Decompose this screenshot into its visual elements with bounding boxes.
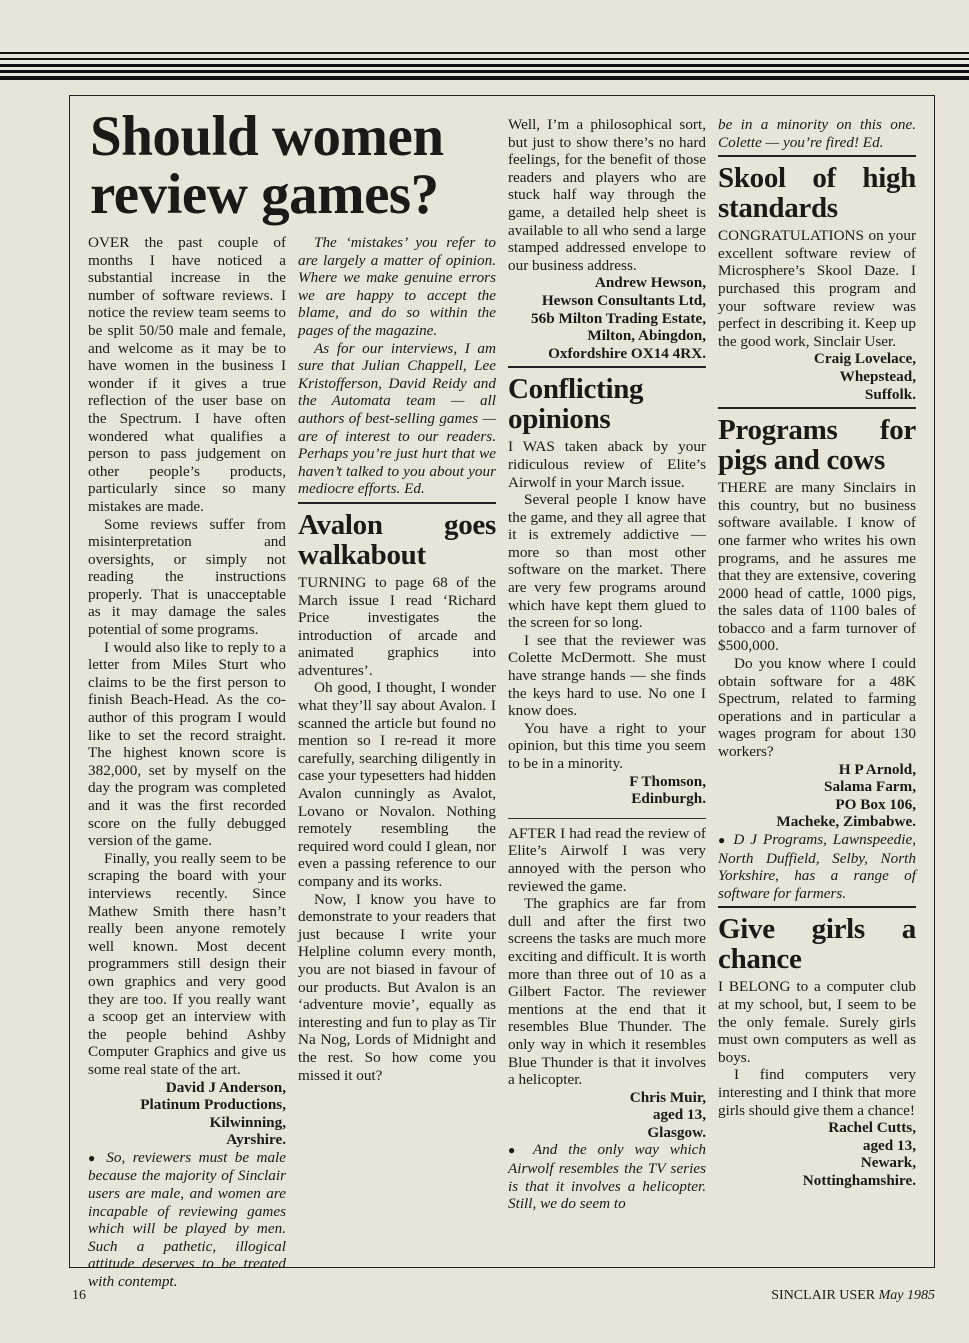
letter3-paragraph: Several people I know have the game, and they all agree that it is extremely addictive — more so than most other software on the market. There are very few programs around which have kept them glued to the screen for so long. xyxy=(508,491,706,632)
letter6-signature: Rachel Cutts, aged 13, Newark, Nottinghamshire. xyxy=(802,1119,916,1189)
magazine-name: SINCLAIR USER xyxy=(771,1288,876,1303)
letter6-paragraph: I find computers very interesting and I think that more girls should give them a chance! xyxy=(718,1066,916,1119)
letter2-title: Avalon goes walkabout xyxy=(298,508,496,571)
letter3b-signature: Chris Muir, aged 13, Glasgow. xyxy=(629,1088,706,1141)
column-3 xyxy=(508,116,706,1213)
letter3-paragraph: You have a right to your opinion, but this time you seem to be in a minority. xyxy=(508,719,706,772)
letter3b-paragraph: AFTER I had read the review of Elite’s Airwolf I was very annoyed with the person who reviewed the game. xyxy=(508,824,706,895)
letter1-paragraph: Some reviews suffer from misinterpretation and oversights, or simply not reading the instructions properly. That is unacceptable as it may damage the sales potential of some programs. xyxy=(88,515,286,639)
editor-reply: ● D J Programs, Lawnspeedie, North Duffield, Selby, North Yorkshire, has a range of software for farmers. xyxy=(718,831,917,902)
letter3-title: Conflicting opinions xyxy=(508,373,644,436)
editor-reply: ● So, reviewers must be male because the majority of Sinclair users are male, and women are incapable of reviewing games which will be played by men. Such a pathetic, illogical attitude deserves to be treated with contempt. xyxy=(88,1148,286,1291)
letter4-paragraph: CONGRATULATIONS on your excellent software review of Microsphere’s Skool Daze. I purchased this program and your software review was perfect in describing it. Keep up the good work, Sinclair User. xyxy=(718,227,916,350)
letter4-signature: Craig Lovelace, Whepstead, Suffolk. xyxy=(813,350,916,403)
divider xyxy=(718,407,916,409)
letter3b-paragraph: The graphics are far from dull and after the first two screens the tasks are much more exciting and difficult. It is worth more than three out of 10 as a Gilbert Factor. The reviewer mentions at the end that it resembles Blue Thunder. The only way in which it resembles Blue Thunder is that it involves a helicopter. xyxy=(508,895,706,1089)
editor-reply: The ‘mistakes’ you refer to are largely a matter of opinion. Where we make genuine errors we are happy to accept the blame, and do so within the pages of the magazine. xyxy=(298,234,496,339)
column-1 xyxy=(88,234,286,1291)
column-4 xyxy=(718,116,916,1190)
letter3-paragraph: I WAS taken aback by your ridiculous review of Elite’s Airwolf in your March issue. xyxy=(508,438,706,491)
letter1-paragraph: Finally, you really seem to be scraping the board with your interviews recently. Since Mathew Smith there hasn’t really been anyone remotely well known. Most decent programmers still design their own graphics and very good they are too. If you really want a scoop get an interview with the people behind Ashby Computer Graphics and give us some real state of the art. xyxy=(88,849,286,1078)
letter4-title: Skool of high standards xyxy=(718,162,916,225)
letter6-title: Give girls a chance xyxy=(718,913,916,976)
editor-reply: be in a minority on this one. Colette — you’re fired! Ed. xyxy=(718,116,916,151)
divider xyxy=(508,366,706,368)
letter5-title: Programs for pigs and cows xyxy=(718,414,916,477)
divider xyxy=(718,155,916,157)
divider xyxy=(298,502,496,504)
editor-reply: As for our interviews, I am sure that Julian Chappell, Lee Kristofferson, David Reidy and the Automata team — all authors of best-selling games — are of interest to our readers. Perhaps you’re just hurt that we haven’t talked to you about your mediocre efforts. Ed. xyxy=(298,339,496,498)
letter6-paragraph: I BELONG to a computer club at my school, but, I seem to be the only female. Surely girls must own computers as well as boys. xyxy=(718,978,916,1066)
divider xyxy=(718,906,916,908)
letter2-paragraph: Now, I know you have to demonstrate to your readers that just because I write your Helpline column every month, you are not biased in favour of our products. But Avalon is an ‘adventure movie’, equally as interesting and fun to play as Tir Na Nog, Lords of Midnight and the rest. So how come you missed it out? xyxy=(298,890,496,1084)
letter1-paragraph: I would also like to reply to a letter from Miles Sturt who claims to be the first person to finish Beach-Head. As the co-author of this program I would like to set the record straight. The highest known score is 382,000, set by myself on the day the program was completed and it was the first recorded score on the fully debugged version of the game. xyxy=(88,638,286,850)
letter2-paragraph: Well, I’m a philosophical sort, but just to show there’s no hard feelings, for the benefit of those readers and players who are stuck half way through the game, a detailed help sheet is available to all who send a large stamped addressed envelope to our business address. xyxy=(508,116,706,274)
letter1-signature: David J Anderson, Platinum Productions, Kilwinning, Ayrshire. xyxy=(140,1078,286,1149)
letters-page-frame xyxy=(69,95,935,1291)
letter5-paragraph: THERE are many Sinclairs in this country, but no business software available. I know of one farmer who writes his own programs, and he assures me that they are extensive, covering 2000 head of cattle, 1000 pigs, the sales data of 1100 bales of tobacco and a farm turnover of $500,000. xyxy=(718,479,916,655)
letter5-paragraph: Do you know where I could obtain software for a 48K Spectrum, related to farming operations and in particular a wages program for about 130 workers? xyxy=(718,655,916,761)
divider xyxy=(508,818,706,819)
editor-reply: ● And the only way which Airwolf resembles the TV series is that it involves a helicopter. Still, we do seem to xyxy=(508,1141,706,1213)
masthead-rules xyxy=(0,52,969,82)
issue-date: May 1985 xyxy=(878,1288,935,1303)
letter2-signature: Andrew Hewson, Hewson Consultants Ltd, 56b Milton Trading Estate, Milton, Abingdon, Oxfordshire OX14 4RX. xyxy=(531,274,706,362)
letter5-signature: H P Arnold, Salama Farm, PO Box 106, Macheke, Zimbabwe. xyxy=(776,760,916,831)
letter3-signature: F Thomson, Edinburgh. xyxy=(629,772,706,808)
letter3-paragraph: I see that the reviewer was Colette McDermott. She must have strange hands — she finds the keys hard to use. No one I know does. xyxy=(508,631,706,720)
letter2-paragraph: TURNING to page 68 of the March issue I read ‘Richard Price investigates the introduction of arcade and animated graphics into adventures’. xyxy=(298,573,496,679)
footer-credit xyxy=(771,1288,935,1304)
letter2-paragraph: Oh good, I thought, I wonder what they’ll say about Avalon. I scanned the article but found no mention so I re-read it more carefully, searching diligently in case your typesetters had hidden Avalon cunningly as Avalot, Lovano or Novalon. Nothing remotely resembling the required word could I glean, nor even a passing reference to our company and its works. xyxy=(298,679,496,890)
letter1-title: Should women review games? xyxy=(90,105,444,226)
column-2 xyxy=(298,234,496,1084)
letter1-paragraph: OVER the past couple of months I have noticed a substantial increase in the number of software reviews. I notice the review team seems to be split 50/50 male and female, and welcome as it may be to have women in the business I wonder if it gives a true reflection of the user base on the Spectrum. I have often wondered what qualifies a person to pass judgement on other people’s products, particularly since so many mistakes are made. xyxy=(88,234,286,515)
page-number: 16 xyxy=(72,1288,86,1303)
